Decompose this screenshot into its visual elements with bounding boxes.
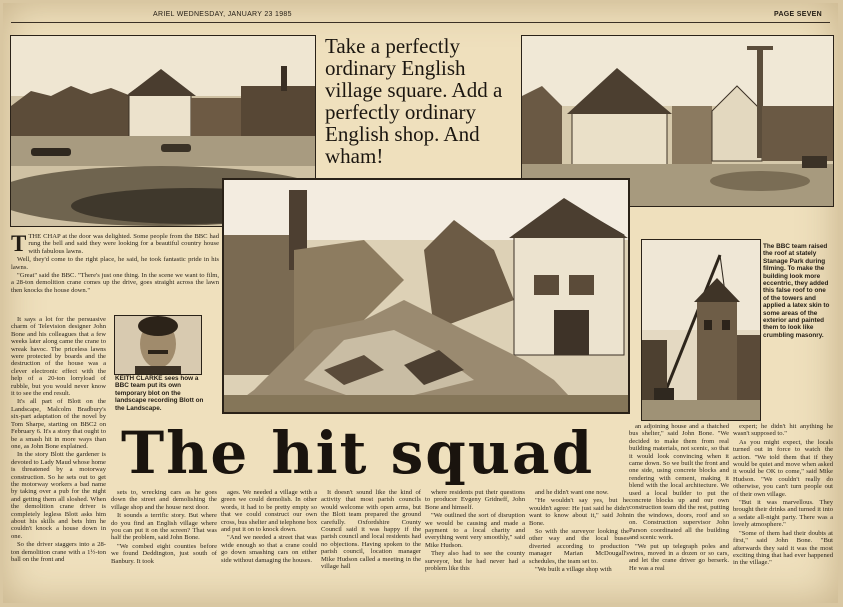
story-column-5: where residents put their questions to producer Evgeny Gridneff, John Bone and himself. "We outlined the sort of disruption we would be causing and made a payment to a local charity and everything went very smoothly," said Mike Hudson. They also had to see the county surveyor, but he had never had a problem like this: [425, 489, 525, 573]
story-title: The hit squad: [121, 419, 595, 487]
story-column-3: ages. We needed a village with a green we could demolish. In other words, it had to be pretty empty so that we could construct our own cross, bus shelter and telephone box and put it on to knock down. "And we needed a street that was wide enough so that a crane could go down smashing cars on either side without damaging the houses.: [221, 489, 317, 564]
newspaper-page: [3, 3, 838, 603]
story-column-1: It says a lot for the persuasive charm of Television designer John Bone and his colleagues that a few weeks later along came the crane to wreak havoc. The priceless lawns were protected by boards and the destruction of the house was a clever electronic effect with the help of a 20-ton lorryload of rubble, but you would never know it to see the end result. It's all part of Blott on the Landscape, Malcolm Bradbury's six-part adaptation of the novel by Tom Sharpe, starting on BBC2 on February 6. It's a story that ought to be a smash hit in more ways than one, as John Bone explained. In the story Blott the gardener is devoted to Lady Maud whose home is threatened by a motorway construction. So he sets out to get the motorway workers a bad name by taking over a pub for the night and getting them all sloshed. When the demolition crane driver is completely legless Blott asks him about his skills and bets him he couldn't knock a house down in one. So the driver staggers into a 28-ton demolition crane with a 1½-ton ball on the front and: [11, 316, 106, 563]
story-intro: TTHE CHAP at the door was delighted. Some people from the BBC had rung the bell and said they were looking for a beautiful country house with fabulous lawns. Well, they'd come to the right place, he said, he took fantastic pride in his lawns. "Great" said the BBC. "There's just one thing. In the scene we want to film, a 28-ton demolition crane comes up the drive, goes straight across the lawn then knocks the house down.": [11, 233, 219, 294]
story-column-4: It doesn't sound like the kind of activity that most parish councils would welcome with open arms, but the Blott team prepared the ground carefully. Oxfordshire County Council said it was happy if the parish council and local residents had no objections. Having spoken to the parish council, location manager Mike Hudson called a meeting in the village hall: [321, 489, 421, 571]
page-header-dateline: ARIEL WEDNESDAY, JANUARY 23 1985: [153, 11, 292, 18]
photo-keith-clarke-portrait: [114, 315, 202, 375]
photo-demolished-shop: [222, 178, 630, 414]
caption-keith-clarke: KEITH CLARKE sees how a BBC team put its own temporary blot on the landscape recording Blott on the Landscape.: [115, 375, 204, 412]
page-number: PAGE SEVEN: [774, 11, 822, 18]
story-column-8: expert; he didn't hit anything he wasn't supposed to." As you might expect, the locals turned out in force to watch the action. "We told them that if they would be quiet and move when asked it would be OK to come," said Mike Hudson. "We couldn't really do otherwise, you can't turn people out of their own village. "But it was marvellous. They brought their drinks and turned it into a sedate all-night party. There was a lovely atmosphere." "Some of them had their doubts at first," said John Bone. "But afterwards they said it was the most exciting thing that had ever happened in the village.": [733, 423, 833, 567]
headline: Take a perfectly ordinary English village square. Add a perfectly ordinary English shop. And wham!: [325, 34, 503, 168]
story-column-6: and he didn't want one now. "He wouldn't say yes, but he wouldn't agree: He just said he didn't want to know about it," said John Bone. So with the surveyor looking the other way and the local buses diverted according to production manager Marian McDougall's schedules, the team set to. "We built a village shop with: [529, 489, 629, 574]
story-column-7: an adjoining house and a thatched bus shelter," said John Bone. "We decided to make them from real building materials, not scenic, so that it would look convincing when it came down. So we built the front and one side, using concrete blocks and rendering with cement, making it blend with the local architecture. We used a local builder to put the concrete blocks up and our own construction team did the rest, putting in the windows, doors, roof and so on. Construction supervisor John Parson coordinated all the building and scenic work. "We put up telegraph poles and wires, moved in a dozen or so cars, and let the crane driver go berserk. He was a real: [629, 423, 729, 572]
header-rule: [11, 22, 830, 23]
story-column-2: sets to, wrecking cars as he goes down the street and demolishing the village shop and the house next door. It sounds a terrific story. But where do you find an English village where you can put it on the screen? That was half the problem, said John Bone. "We combed eight counties before we found Deddington, just south of Banbury. It took: [111, 489, 217, 565]
caption-stanage-park: The BBC team raised the roof at stately Stanage Park during filming. To make the building look more eccentric, they added this false roof to one of the towers and applied a latex skin to some areas of the exterior and painted them to look like crumbling masonry.: [763, 243, 830, 339]
photo-stanage-park-crane: [641, 239, 761, 421]
